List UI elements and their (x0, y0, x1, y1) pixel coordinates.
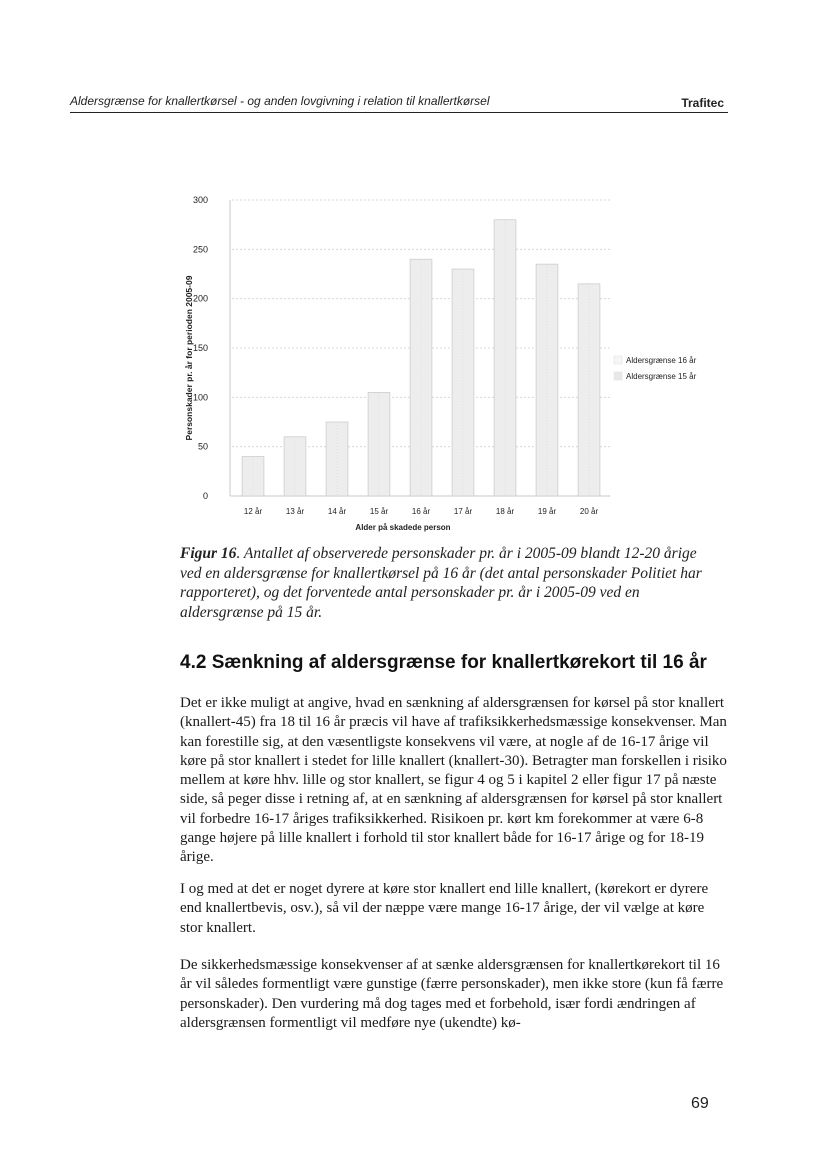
chart-svg (170, 180, 730, 540)
page-header (70, 92, 728, 113)
x-tick-label-4: 16 år (411, 507, 431, 516)
legend-label-0: Aldersgrænse 16 år (626, 356, 697, 365)
x-tick-label-3: 15 år (369, 507, 389, 516)
section-heading: 4.2 Sænkning af aldersgrænse for knallertkørekort til 16 år (180, 652, 707, 673)
x-tick-label-6: 18 år (495, 507, 515, 516)
y-axis-label: Personskader pr. år for perioden 2005-09 (184, 275, 194, 441)
y-tick-label-5: 250 (192, 244, 208, 255)
body-paragraph-2: I og med at det er noget dyrere at køre stor knallert end lille knallert, (kørekort er dyrere end knallertbevis, osv.), så vil der næppe være mange 16-17 årige, der vil vælge at køre stor knallert. (180, 881, 709, 936)
figure-caption (180, 544, 720, 622)
figure-label: Figur 16 (180, 545, 237, 562)
body-paragraph-1: Det er ikke muligt at angive, hvad en sænkning af aldersgrænsen for kørsel på stor knallert (knallert-45) fra 18 til 16 år præcis vil have af trafiksikkerhedsmæssige konsekvenser. Man kan forestille sig, at den væsentligste konsekvens vil være, at nogle af de 16-17 årige vil køre på stor knallert i stedet for lille knallert (knallert-30). Betragter man forskellen i risiko mellem at køre hhv. lille og stor knallert, se figur 4 og 5 i kapitel 2 eller figur 17 på næste side, så peger disse i retning af, at en sænkning af aldersgrænsen for kørsel på stor knallert vil forbedre 16-17 åriges trafiksikkerhed. Risikoen pr. kørt km forekommer at være 6-8 gange højere på lille knallert i forhold til stor knallert både for 16-17 årige og for 18-19 årige. (180, 695, 727, 866)
x-tick-label-0: 12 år (243, 507, 263, 516)
x-tick-label-2: 14 år (327, 507, 347, 516)
x-tick-label-7: 19 år (537, 507, 557, 516)
legend-swatch-0 (614, 356, 622, 364)
header-brand: Trafitec (681, 96, 724, 110)
page-number: 69 (691, 1095, 709, 1112)
y-tick-label-0: 0 (202, 491, 208, 501)
y-tick-label-4: 200 (192, 293, 208, 304)
bar-7 (536, 264, 558, 496)
x-tick-label-1: 13 år (285, 507, 305, 516)
bar-1 (284, 437, 306, 496)
y-tick-label-2: 100 (192, 392, 208, 403)
x-axis-label: Alder på skadede person (355, 523, 451, 532)
y-tick-label-3: 150 (192, 343, 208, 353)
figure-caption-text: . Antallet af observerede personskader pr. år i 2005-09 blandt 12-20 årige ved en aldersgrænse for knallertkørsel på 16 år (det antal personskader Politiet har rapporteret), og det forventede antal personskader pr. år i 2005-09 ved en aldersgrænse på 15 år. (180, 545, 702, 621)
legend-label-1: Aldersgrænse 15 år (626, 372, 697, 381)
body-paragraph-3: De sikkerhedsmæssige konsekvenser af at sænke aldersgrænsen for knallertkørekort til 16 år vil således formentligt være gunstige (færre personskader), men ikke store (kun få færre personskader). Den vurdering må dog tages med et forbehold, især fordi ændringen af aldersgrænsen formentligt vil medføre nye (ukendte) kø- (180, 957, 724, 1031)
x-tick-label-5: 17 år (453, 507, 473, 516)
y-tick-label-6: 300 (192, 195, 208, 205)
y-tick-label-1: 50 (197, 441, 208, 452)
x-tick-label-8: 20 år (579, 507, 599, 516)
legend-swatch-1 (614, 372, 622, 380)
bar-chart (170, 180, 730, 540)
header-title: Aldersgrænse for knallertkørsel - og anden lovgivning i relation til knallertkørsel (70, 94, 490, 108)
